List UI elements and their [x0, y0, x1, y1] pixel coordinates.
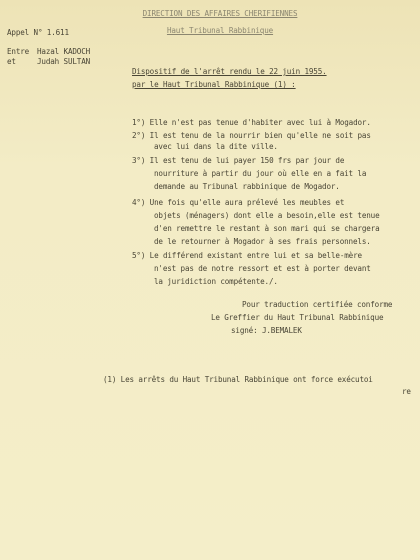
footnote-line-1: (1) Les arrêts du Haut Tribunal Rabbinique ont force exécutoi [103, 375, 373, 384]
header-tribunal: Haut Tribunal Rabbinique [166, 26, 274, 35]
item-line: 4°) Une fois qu'elle aura prélevé les meubles et [132, 198, 345, 207]
party-1-name: Hazal KADOCH [37, 47, 91, 56]
party-2-prefix: et [7, 57, 16, 66]
item-line: 2°) Il est tenu de la nourrir bien qu'elle ne soit pas [132, 131, 371, 140]
party-1-prefix: Entre [7, 47, 30, 56]
item-line: 5°) Le différend existant entre lui et sa belle-mère [132, 251, 362, 260]
item-line: 3°) Il est tenu de lui payer 150 frs par jour de [132, 156, 345, 165]
certification-line-1: Pour traduction certifiée conforme [242, 300, 393, 309]
item-line: de le retourner à Mogador à ses frais personnels. [154, 237, 371, 246]
item-line: objets (ménagers) dont elle a besoin,elle est tenue [154, 211, 380, 220]
certification-signature: signé: J.BEMALEK [231, 326, 302, 335]
certification-line-2: Le Greffier du Haut Tribunal Rabbinique [211, 313, 384, 322]
intro-line-2: par le Haut Tribunal Rabbinique (1) : [132, 80, 296, 89]
appeal-number: Appel N° 1.611 [7, 28, 69, 37]
item-line: la juridiction compétente./. [154, 277, 278, 286]
intro-line-1: Dispositif de l'arrêt rendu le 22 juin 1955. [132, 67, 327, 76]
item-line: nourriture à partir du jour où elle en a fait la [154, 169, 367, 178]
item-line: avec lui dans la dite ville. [154, 142, 278, 151]
item-line: 1°) Elle n'est pas tenue d'habiter avec lui à Mogador. [132, 118, 371, 127]
header-direction: DIRECTION DES AFFAIRES CHERIFIENNES [142, 9, 298, 18]
item-line: demande au Tribunal rabbinique de Mogador. [154, 182, 340, 191]
footnote-line-2: re [402, 387, 411, 396]
party-2-name: Judah SULTAN [37, 57, 91, 66]
item-line: d'en remettre le restant à son mari qui se chargera [154, 224, 380, 233]
item-line: n'est pas de notre ressort et est à porter devant [154, 264, 371, 273]
